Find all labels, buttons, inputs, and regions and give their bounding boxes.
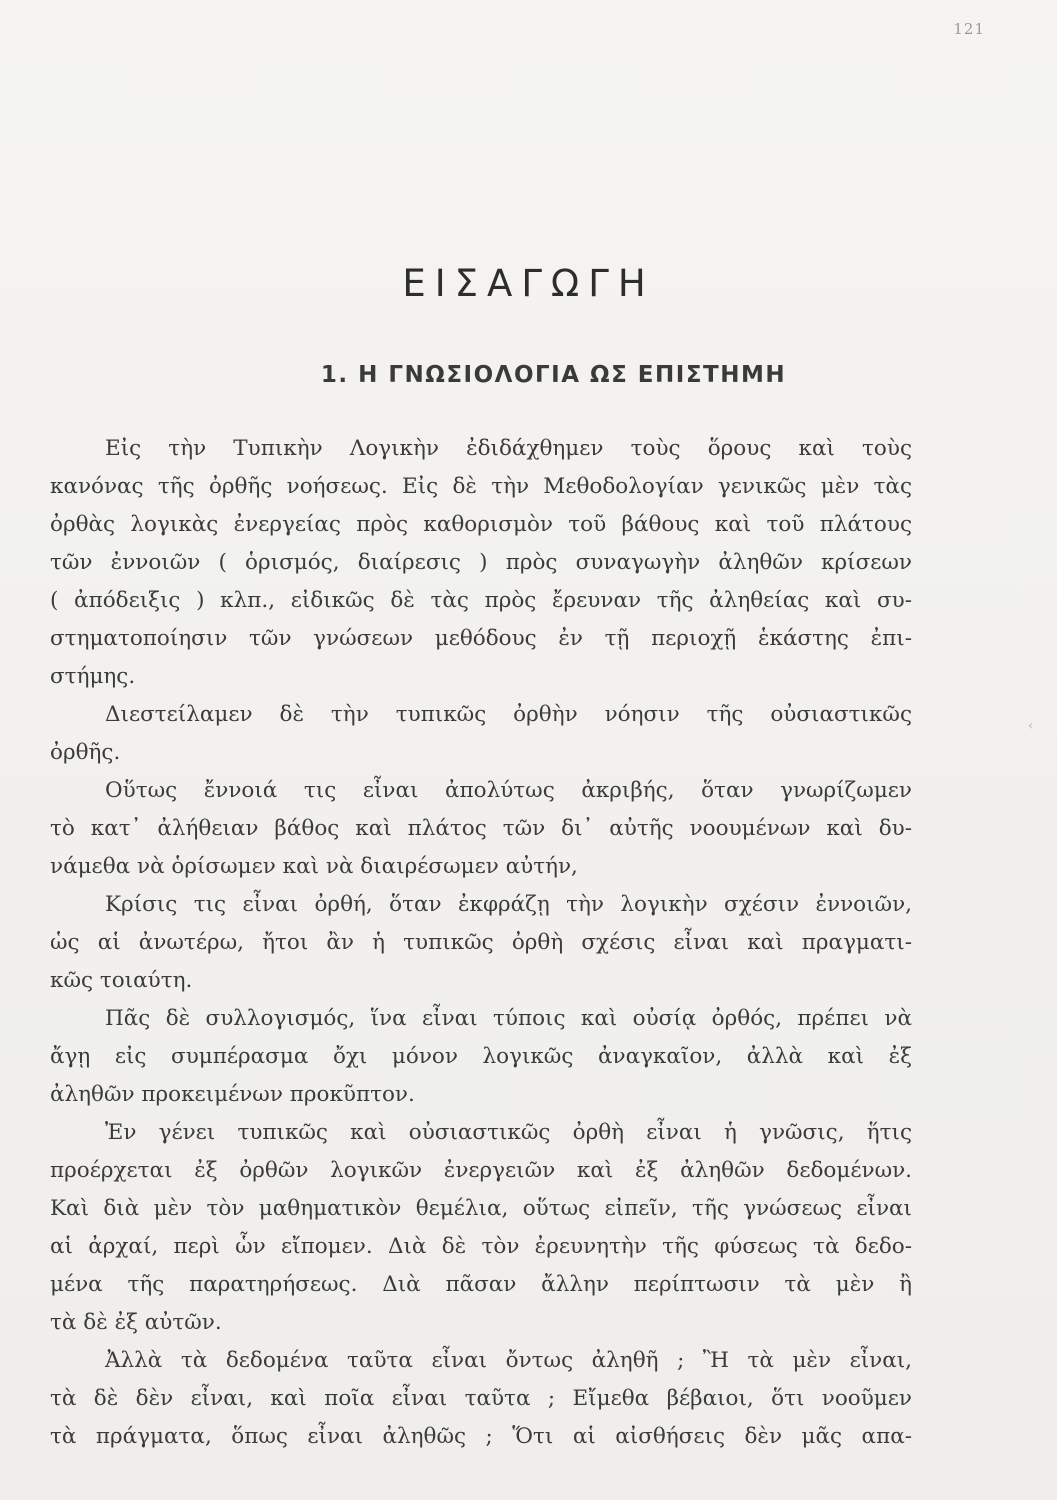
text-line: νάμεθα νὰ ὁρίσωμεν καὶ νὰ διαιρέσωμεν αὐτήν, xyxy=(50,854,578,879)
text-line: ἄγῃ εἰς συμπέρασμα ὄχι μόνον λογικῶς ἀναγκαῖον, ἀλλὰ καὶ ἐξ xyxy=(50,1044,912,1069)
text-line: προέρχεται ἐξ ὀρθῶν λογικῶν ἐνεργειῶν καὶ ἐξ ἀληθῶν δεδομένων. xyxy=(50,1158,912,1183)
text-line: αἱ ἀρχαί, περὶ ὧν εἴπομεν. Διὰ δὲ τὸν ἐρευνητὴν τῆς φύσεως τὰ δεδο- xyxy=(50,1234,912,1259)
chapter-title: ΕΙΣΑΓΩΓΗ xyxy=(402,262,655,305)
text-line: τῶν ἐννοιῶν ( ὁρισμός, διαίρεσις ) πρὸς συναγωγὴν ἀληθῶν κρίσεων xyxy=(50,550,912,575)
text-line: Ἀλλὰ τὰ δεδομένα ταῦτα εἶναι ὄντως ἀληθῆ ; Ἢ τὰ μὲν εἶναι, xyxy=(105,1348,912,1373)
text-line: Πᾶς δὲ συλλογισμός, ἵνα εἶναι τύποις καὶ οὐσίᾳ ὀρθός, πρέπει νὰ xyxy=(105,1006,912,1031)
section-heading: 1. Η ΓΝΩΣΙΟΛΟΓΙΑ ΩΣ ΕΠΙΣΤΗΜΗ xyxy=(320,362,787,388)
body-text xyxy=(50,430,912,1456)
text-line: στήμης. xyxy=(50,664,136,689)
text-line: Κρίσις τις εἶναι ὀρθή, ὅταν ἐκφράζῃ τὴν λογικὴν σχέσιν ἐννοιῶν, xyxy=(105,892,912,917)
text-line: ἀληθῶν προκειμένων προκῦπτον. xyxy=(50,1082,415,1107)
text-line: τὰ δὲ δὲν εἶναι, καὶ ποῖα εἶναι ταῦτα ; Εἴμεθα βέβαιοι, ὅτι νοοῦμεν xyxy=(50,1386,912,1411)
text-line: μένα τῆς παρατηρήσεως. Διὰ πᾶσαν ἄλλην περίπτωσιν τὰ μὲν ἢ xyxy=(50,1272,912,1297)
text-line: Καὶ διὰ μὲν τὸν μαθηματικὸν θεμέλια, οὕτως εἰπεῖν, τῆς γνώσεως εἶναι xyxy=(50,1196,912,1221)
text-line: κανόνας τῆς ὀρθῆς νοήσεως. Εἰς δὲ τὴν Μεθοδολογίαν γενικῶς μὲν τὰς xyxy=(50,474,912,499)
text-line: ὀρθῆς. xyxy=(50,740,121,765)
text-line: τὰ δὲ ἐξ αὐτῶν. xyxy=(50,1310,222,1335)
text-line: κῶς τοιαύτη. xyxy=(50,968,193,993)
text-line: Εἰς τὴν Τυπικὴν Λογικὴν ἐδιδάχθημεν τοὺς ὅρους καὶ τοὺς xyxy=(105,436,912,461)
text-line: ( ἀπόδειξις ) κλπ., εἰδικῶς δὲ τὰς πρὸς ἔρευναν τῆς ἀληθείας καὶ συ- xyxy=(50,588,912,613)
page-number: 121 xyxy=(953,20,985,38)
margin-mark: ‹ xyxy=(1028,718,1034,734)
text-line: Ἐν γένει τυπικῶς καὶ οὐσιαστικῶς ὀρθὴ εἶναι ἡ γνῶσις, ἥτις xyxy=(105,1120,912,1145)
text-line: ὡς αἱ ἀνωτέρω, ἤτοι ἂν ἡ τυπικῶς ὀρθὴ σχέσις εἶναι καὶ πραγματι- xyxy=(50,930,912,955)
text-line: τὰ πράγματα, ὅπως εἶναι ἀληθῶς ; Ὅτι αἱ αἰσθήσεις δὲν μᾶς απα- xyxy=(50,1424,912,1449)
text-line: Διεστείλαμεν δὲ τὴν τυπικῶς ὀρθὴν νόησιν τῆς οὐσιαστικῶς xyxy=(105,702,912,727)
text-line: ὀρθὰς λογικὰς ἐνεργείας πρὸς καθορισμὸν τοῦ βάθους καὶ τοῦ πλάτους xyxy=(50,512,912,537)
text-line: στηματοποίησιν τῶν γνώσεων μεθόδους ἐν τῇ περιοχῇ ἑκάστης ἐπι- xyxy=(50,626,912,651)
text-line: Οὕτως ἔννοιά τις εἶναι ἀπολύτως ἀκριβής, ὅταν γνωρίζωμεν xyxy=(105,778,912,803)
text-line: τὸ κατ᾿ ἀλήθειαν βάθος καὶ πλάτος τῶν δι᾿ αὐτῆς νοουμένων καὶ δυ- xyxy=(50,816,912,841)
